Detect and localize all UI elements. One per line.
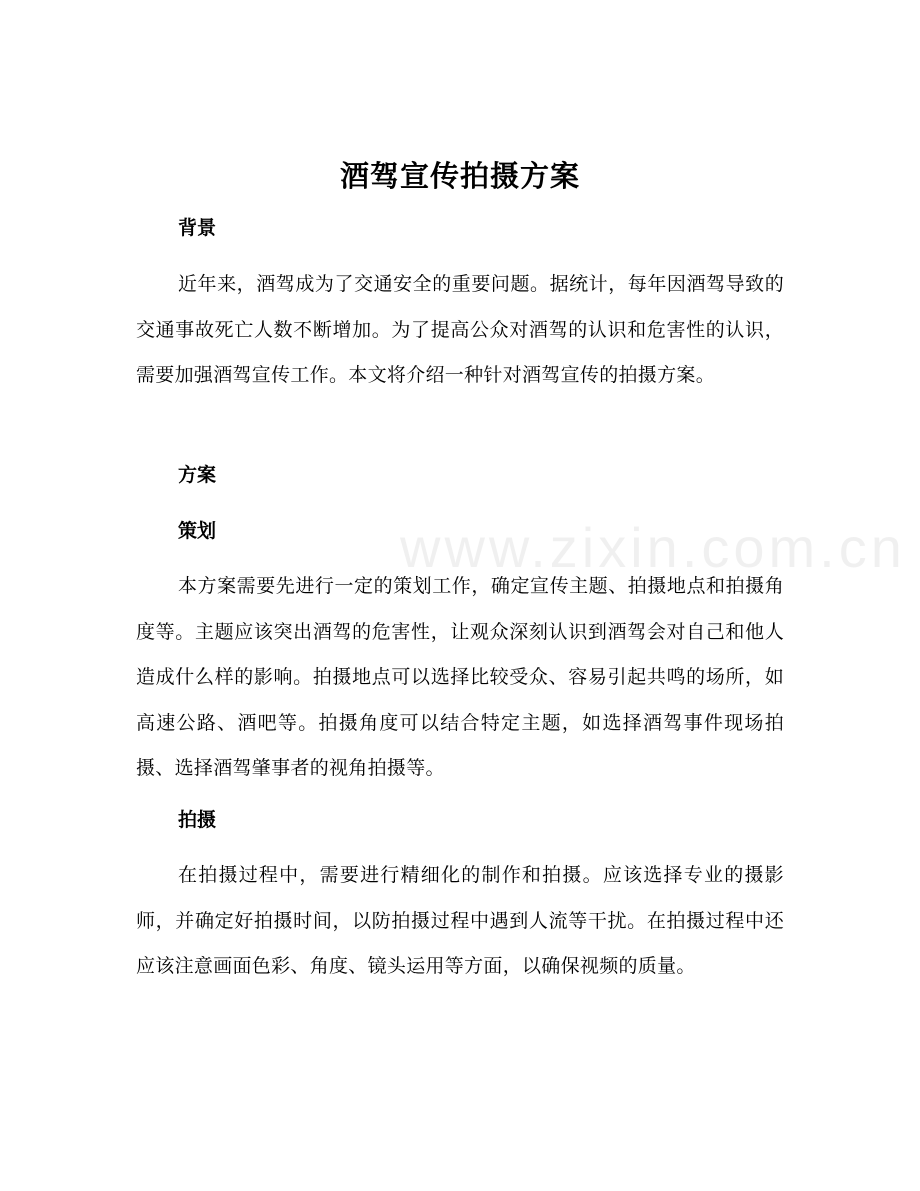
- section-heading-planning: 策划: [178, 520, 217, 542]
- watermark: www.zixin.com.cn: [400, 516, 906, 579]
- document-title: 酒驾宣传拍摄方案: [339, 159, 580, 193]
- section-heading-background: 背景: [178, 217, 217, 239]
- section-heading-plan: 方案: [178, 464, 217, 486]
- section-heading-shooting: 拍摄: [178, 809, 217, 831]
- section-paragraph-planning: 本方案需要先进行一定的策划工作，确定宣传主题、拍摄地点和拍摄角度等。主题应该突出酒驾的危害性，让观众深刻认识到酒驾会对自己和他人造成什么样的影响。拍摄地点可以选择比较受众、容易引起共鸣的场所，如高速公路、酒吧等。拍摄角度可以结合特定主题，如选择酒驾事件现场拍摄、选择酒驾肇事者的视角拍摄等。: [136, 575, 784, 779]
- section-paragraph-background: 近年来，酒驾成为了交通安全的重要问题。据统计，每年因酒驾导致的交通事故死亡人数不断增加。为了提高公众对酒驾的认识和危害性的认识，需要加强酒驾宣传工作。本文将介绍一种针对酒驾宣传的拍摄方案。: [136, 273, 784, 386]
- section-paragraph-shooting: 在拍摄过程中，需要进行精细化的制作和拍摄。应该选择专业的摄影师，并确定好拍摄时间，以防拍摄过程中遇到人流等干扰。在拍摄过程中还应该注意画面色彩、角度、镜头运用等方面，以确保视频的质量。: [136, 864, 784, 977]
